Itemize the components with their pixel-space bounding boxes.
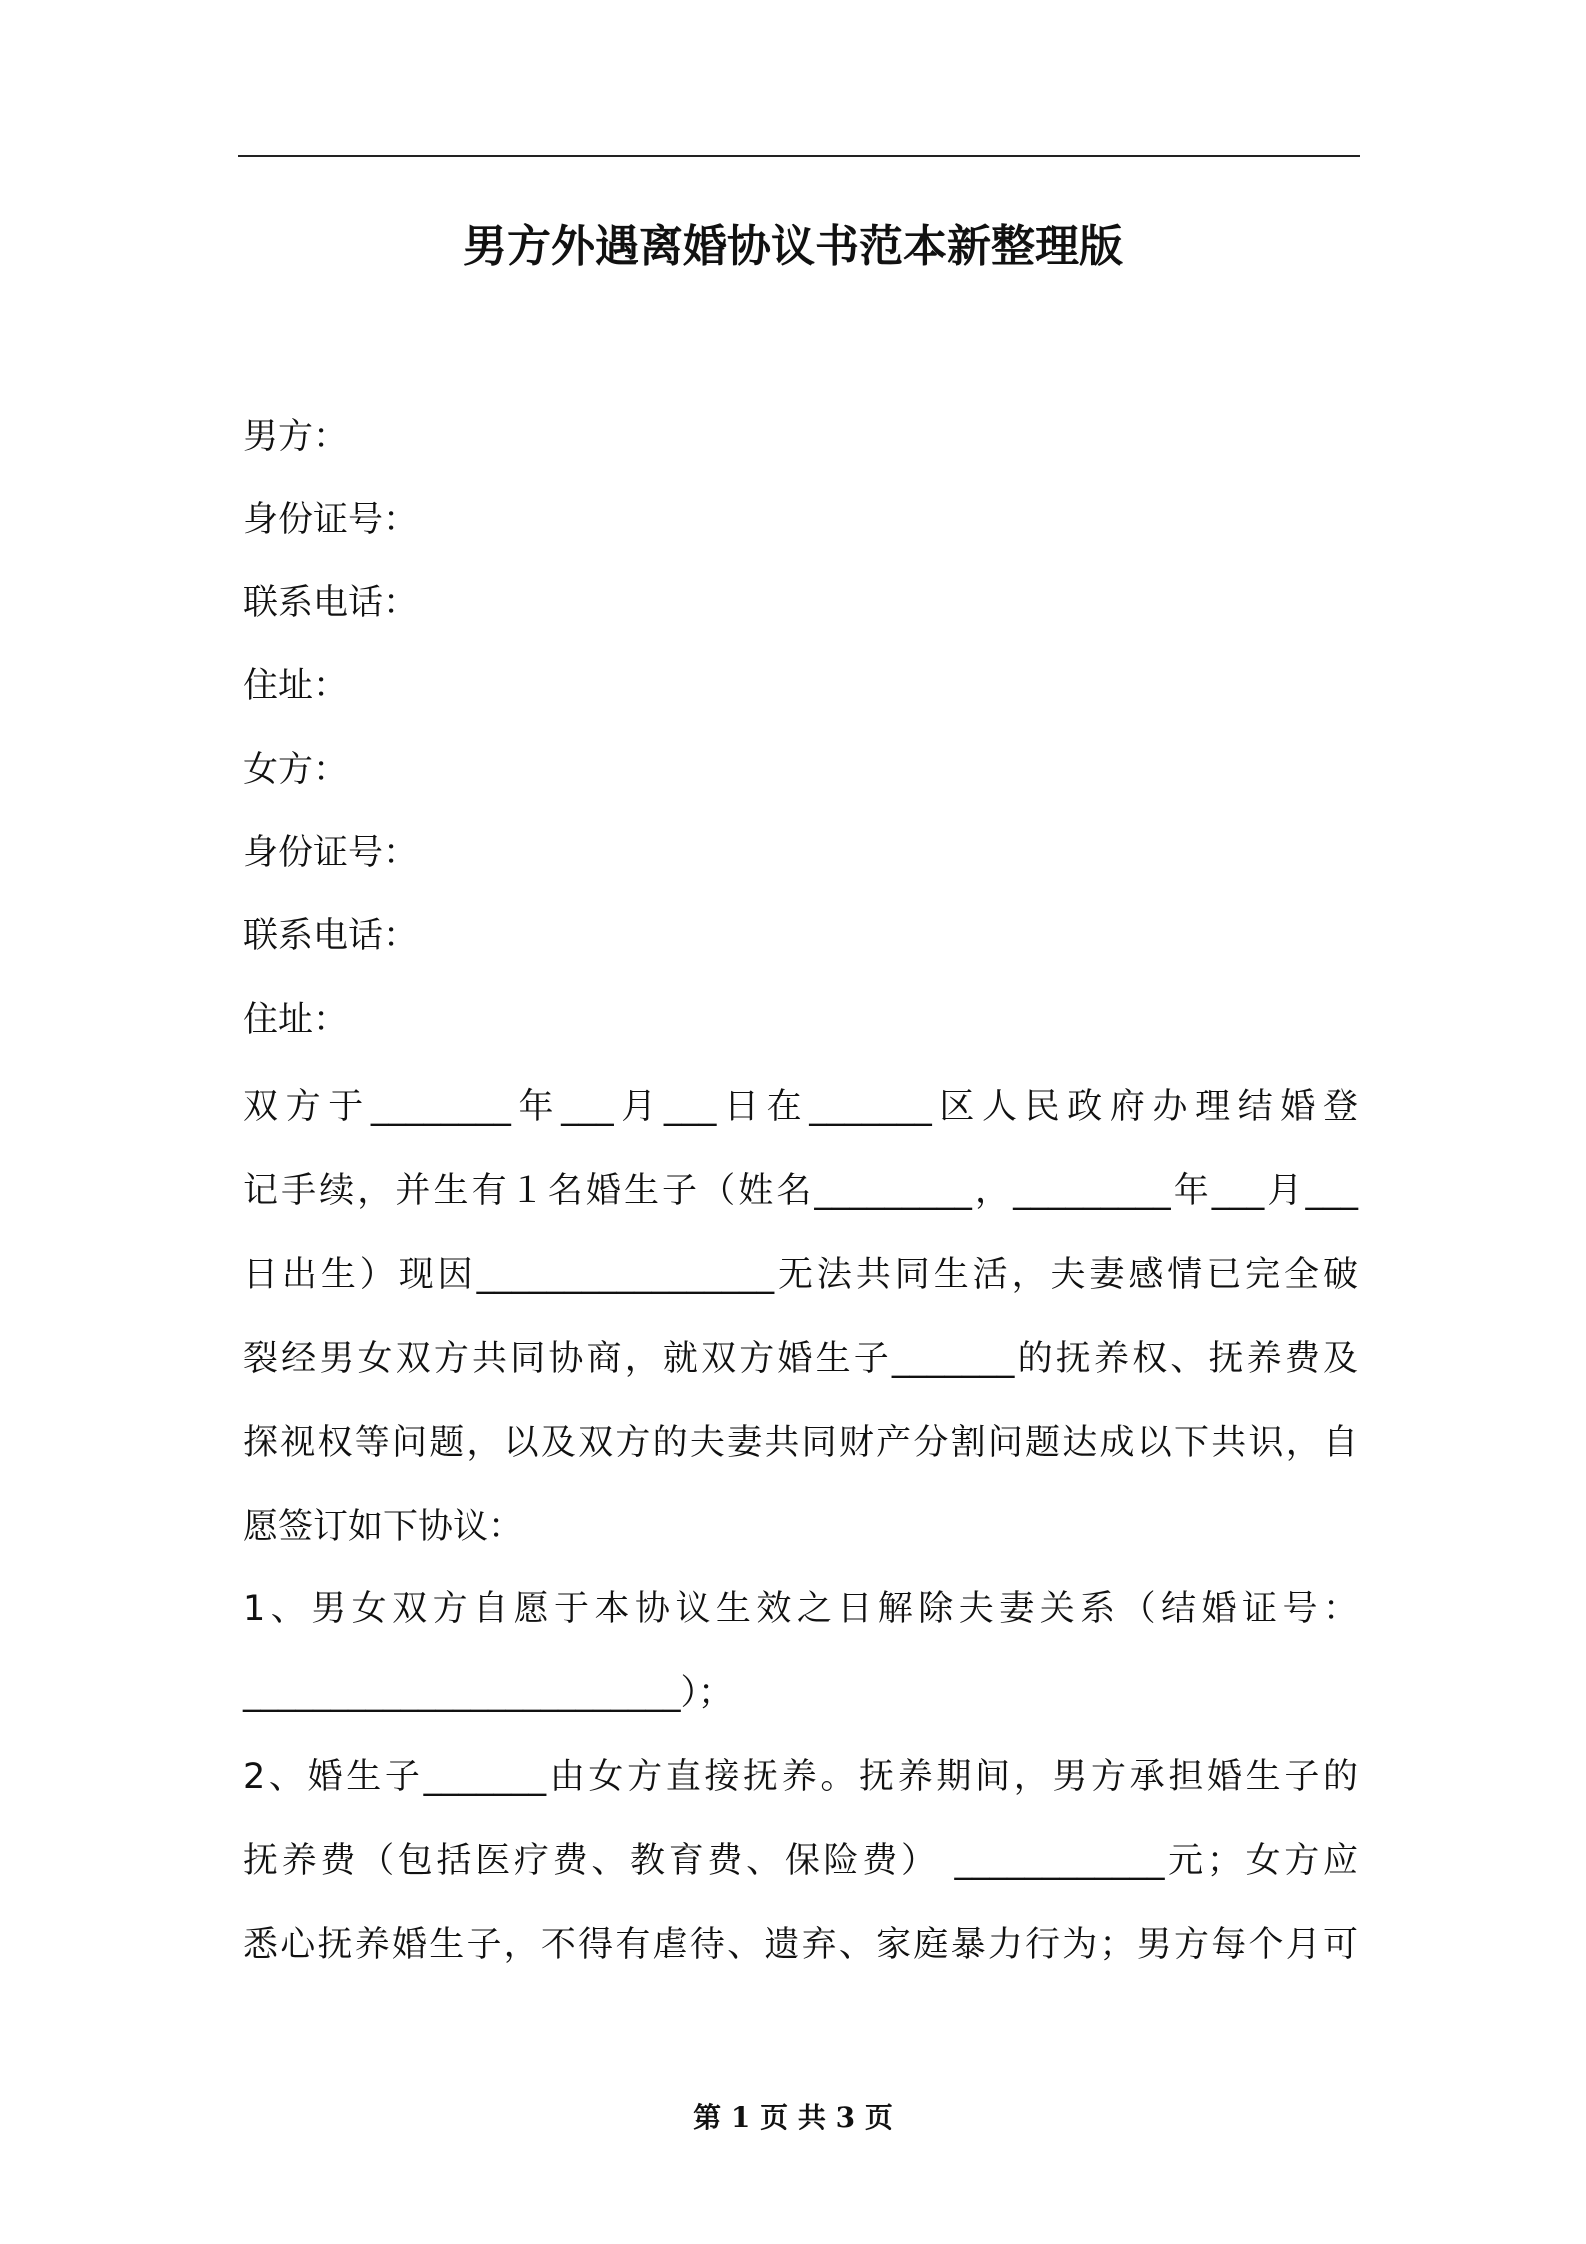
intro-line: 日出生）现因_________________无法共同生活，夫妻感情已完全破 <box>243 1255 1358 1295</box>
intro-line: 裂经男女双方共同协商，就双方婚生子_______的抚养权、抚养费及 <box>243 1339 1358 1379</box>
intro-line: 双方于________年___月___日在_______区人民政府办理结婚登 <box>243 1087 1358 1127</box>
clause-2-line: 抚养费（包括医疗费、教育费、保险费） ____________元；女方应 <box>243 1841 1358 1881</box>
header-rule <box>238 155 1360 157</box>
clause-2-line: 悉心抚养婚生子，不得有虐待、遗弃、家庭暴力行为；男方每个月可 <box>243 1925 1358 1965</box>
male-address-label: 住址： <box>243 666 349 706</box>
clause-1 <box>243 1567 1358 1735</box>
female-phone-label: 联系电话： <box>243 916 419 956</box>
page-number-footer: 第 1 页 共 3 页 <box>693 2101 893 2134</box>
male-phone-label: 联系电话： <box>243 583 419 623</box>
clause-1-line: _________________________）； <box>243 1673 734 1713</box>
male-party-label: 男方： <box>243 417 349 457</box>
intro-paragraph <box>243 1065 1358 1569</box>
intro-line: 记手续，并生有１名婚生子（姓名_________，_________年___月___ <box>243 1171 1358 1211</box>
intro-line: 探视权等问题，以及双方的夫妻共同财产分割问题达成以下共识，自 <box>243 1423 1358 1463</box>
clause-1-line: 1、男女双方自愿于本协议生效之日解除夫妻关系（结婚证号： <box>243 1589 1358 1629</box>
document-title: 男方外遇离婚协议书范本新整理版 <box>463 221 1123 272</box>
male-id-number-label: 身份证号： <box>243 500 419 540</box>
intro-line: 愿签订如下协议： <box>243 1507 524 1547</box>
female-id-number-label: 身份证号： <box>243 833 419 873</box>
female-party-label: 女方： <box>243 750 349 790</box>
clause-2-line: 2、婚生子_______由女方直接抚养。抚养期间，男方承担婚生子的 <box>243 1757 1358 1797</box>
clause-2 <box>243 1735 1358 1987</box>
female-address-label: 住址： <box>243 1000 349 1040</box>
